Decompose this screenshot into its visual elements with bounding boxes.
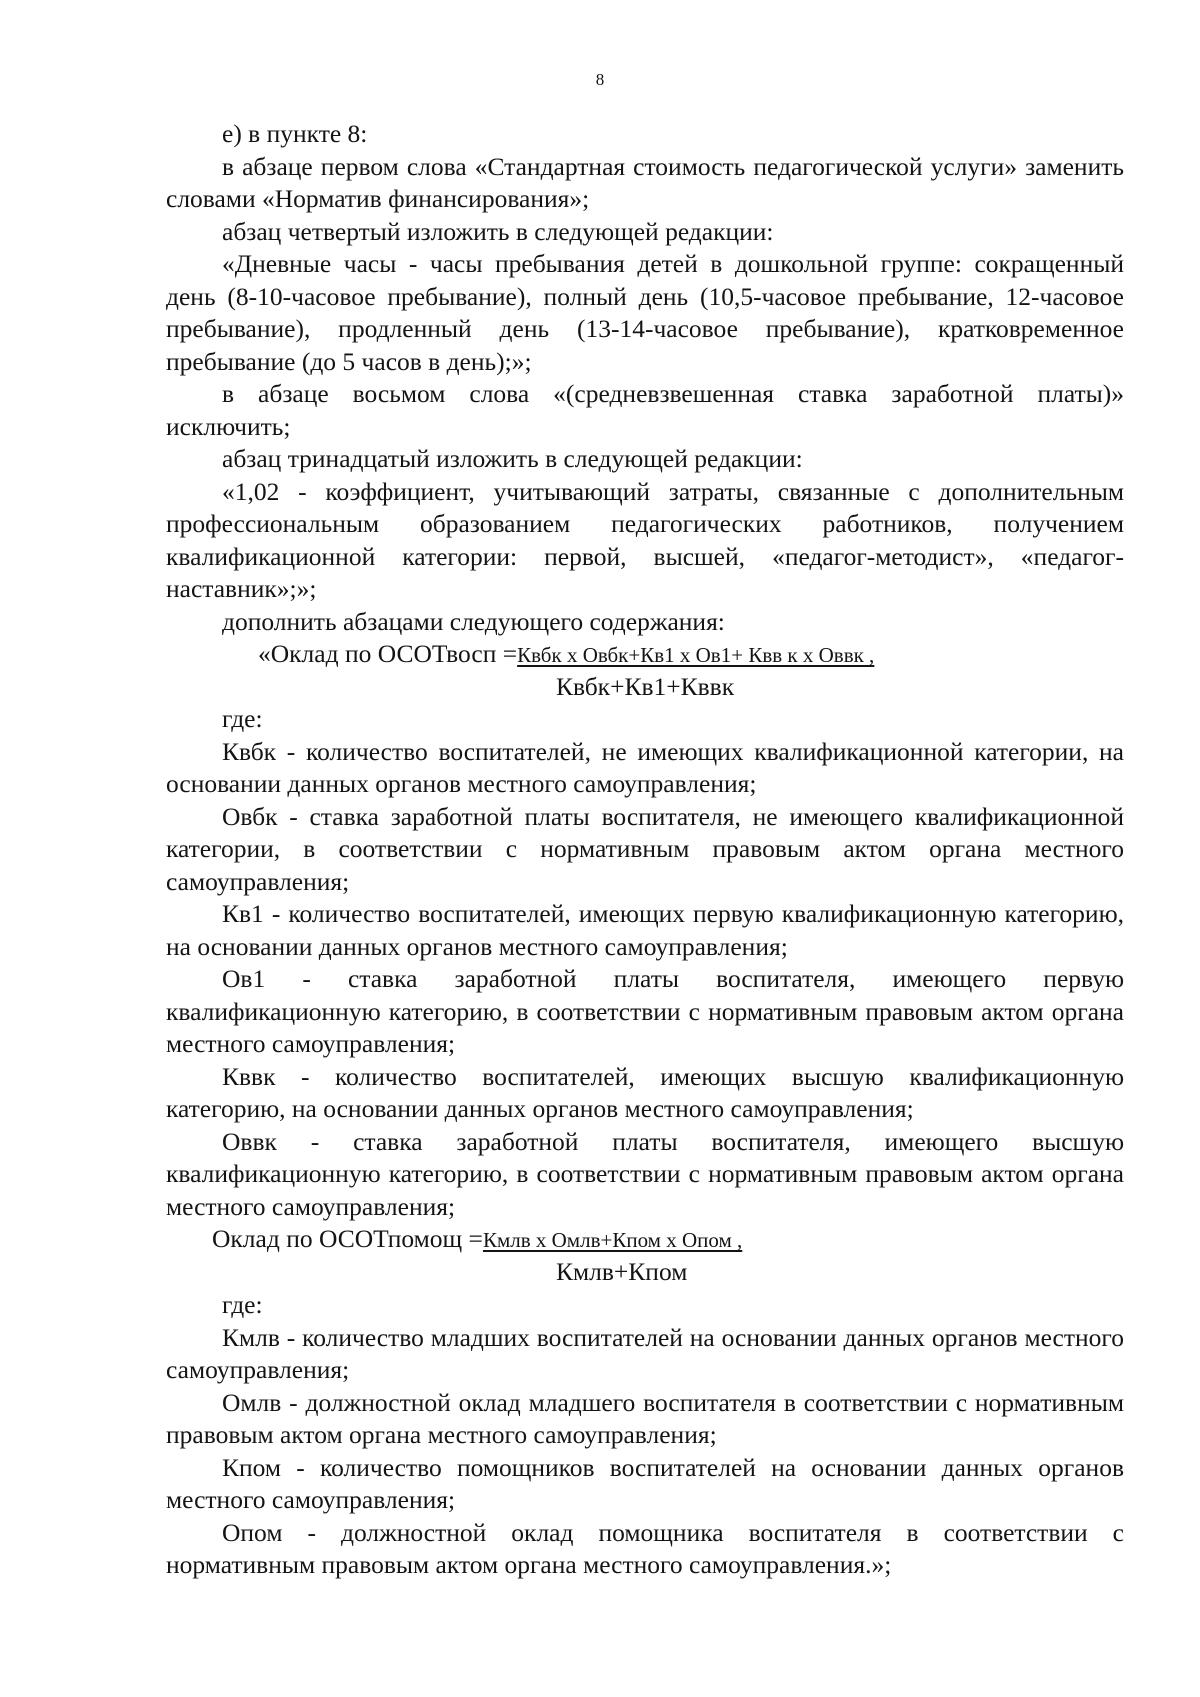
- formula-lhs: Оклад по ОСОТпомощ: [212, 1224, 463, 1253]
- formula-numerator: Кмлв х Омлв+Кпом х Опом ,: [482, 1228, 743, 1252]
- definition-omlv: Омлв - должностной оклад младшего воспитателя в соответствии с нормативным правовым актом органа местного самоуправления;: [166, 1387, 1124, 1449]
- formula-assistant-salary: [166, 1223, 1124, 1289]
- definition-opom: Опом - должностной оклад помощника воспитателя в соответствии с нормативным правовым актом органа местного самоуправления.»;: [166, 1517, 1124, 1579]
- formula-numerator: Квбк х Овбк+Кв1 х Ов1+ Квв к х Оввк ,: [517, 643, 875, 667]
- formula-educator-salary: [166, 638, 1124, 703]
- paragraph-where: где:: [222, 704, 263, 733]
- definition-kmlv: Кмлв - количество младших воспитателей на основании данных органов местного самоуправления;: [166, 1322, 1124, 1384]
- formula-equals: =: [468, 1224, 483, 1253]
- definition-ov1: Ов1 - ставка заработной платы воспитателя, имеющего первую квалификационную категорию, в соответствии с нормативным правовым актом органа местного самоуправления;: [166, 964, 1124, 1058]
- paragraph-fourth-intro: абзац четвертый изложить в следующей редакции:: [222, 216, 774, 246]
- paragraph-where: где:: [222, 1290, 263, 1319]
- page-number: 8: [595, 70, 605, 89]
- paragraph-eighth-exclude: в абзаце восьмом слова «(средневзвешенная ставка заработной платы)» исключить;: [166, 379, 1124, 441]
- paragraph-coefficient: «1,02 - коэффициент, учитывающий затраты, связанные с дополнительным профессиональным образованием педагогических работников, получением квалификационной категории: первой, высшей, «педагог-методист», «педагог-наставник»;»;: [166, 476, 1124, 603]
- paragraph-supplement-intro: дополнить абзацами следующего содержания:: [222, 606, 725, 636]
- definition-kpom: Кпом - количество помощников воспитателей на основании данных органов местного самоуправления;: [166, 1452, 1124, 1514]
- paragraph-thirteenth-intro: абзац тринадцатый изложить в следующей редакции:: [222, 444, 803, 473]
- definition-kvbk: Квбк - количество воспитателей, не имеющих квалификационной категории, на основании данных органов местного самоуправления;: [166, 736, 1124, 798]
- definition-kv1: Кв1 - количество воспитателей, имеющих первую квалификационную категорию, на основании данных органов местного самоуправления;: [166, 899, 1124, 961]
- paragraph-item-e: е) в пункте 8:: [222, 119, 368, 148]
- document-body: [166, 118, 1124, 1582]
- formula-equals: =: [502, 639, 518, 668]
- formula-denominator: Квбк+Кв1+Кввк: [556, 672, 735, 701]
- definition-ovvk: Оввк - ставка заработной платы воспитателя, имеющего высшую квалификационную категорию, в соответствии с нормативным правовым актом органа местного самоуправления;: [166, 1126, 1124, 1221]
- formula-denominator: Кмлв+Кпом: [556, 1257, 688, 1286]
- definition-ovbk: Овбк - ставка заработной платы воспитателя, не имеющего квалификационной категории, в соответствии с нормативным правовым актом органа местного самоуправления;: [166, 801, 1124, 896]
- definition-kvvk: Кввк - количество воспитателей, имеющих высшую квалификационную категорию, на основании данных органов местного самоуправления;: [166, 1061, 1124, 1123]
- paragraph-day-hours: «Дневные часы - часы пребывания детей в дошкольной группе: сокращенный день (8-10-часовое пребывание), полный день (10,5-часовое пребывание, 12-часовое пребывание), продленный день (13-14-часовое пребывание), кратковременное пребывание (до 5 часов в день);»;: [166, 249, 1124, 376]
- paragraph-replace-words: в абзаце первом слова «Стандартная стоимость педагогической услуги» заменить словами «Норматив финансирования»;: [166, 151, 1124, 213]
- formula-lhs: «Оклад по ОСОТвосп: [258, 639, 497, 668]
